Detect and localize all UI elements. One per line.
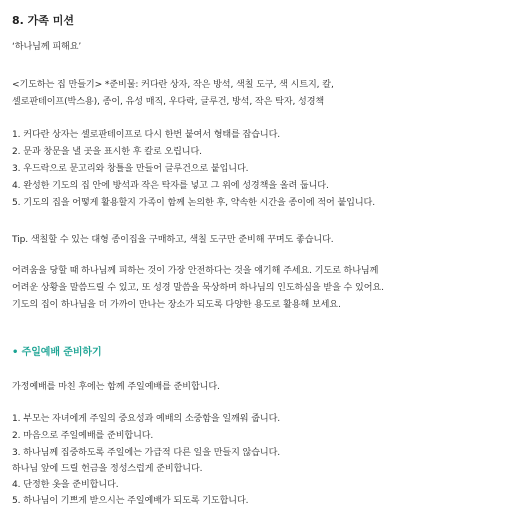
worship-step-3: 3. 하나님께 집중하도록 주일에는 가급적 다른 일을 만들지 않습니다. — [12, 448, 281, 458]
worship-step-1: 1. 부모는 자녀에게 주일의 중요성과 예배의 소중함을 일깨워 줍니다. — [12, 414, 281, 424]
worship-step-4: 4. 단정한 옷을 준비합니다. — [12, 480, 119, 490]
step-1: 1. 커다란 상자는 셀로판테이프로 다시 한번 붙여서 형태를 잡습니다. — [12, 130, 281, 140]
step-2: 2. 문과 창문을 낼 곳을 표시한 후 칼로 오립니다. — [12, 147, 202, 157]
tip-text: Tip. 색칠할 수 있는 대형 종이집을 구매하고, 색칠 도구만 준비해 꾸며도 좋습니다. — [12, 235, 334, 245]
step-3: 3. 우드락으로 문고리와 창틀을 만들어 글루건으로 붙입니다. — [12, 164, 249, 174]
mission-subtitle: ‘하나님께 피해요’ — [12, 42, 82, 52]
worship-step-5: 5. 하나님이 기쁘게 받으시는 주일예배가 되도록 기도합니다. — [12, 496, 249, 506]
materials-line-2: 셀로판테이프(박스용), 종이, 유성 매직, 우다락, 글루건, 방석, 작은 탁자, 성경책 — [12, 97, 325, 107]
step-4: 4. 완성한 기도의 집 안에 방석과 작은 탁자를 넣고 그 위에 성경책을 올려 둡니다. — [12, 181, 329, 191]
worship-heading: • 주일예배 준비하기 — [12, 347, 102, 358]
section-title: 8. 가족 미션 — [12, 14, 74, 27]
worship-intro: 가정예배를 마친 후에는 함께 주일예배를 준비합니다. — [12, 382, 220, 392]
worship-step-2: 2. 마음으로 주일예배를 준비합니다. — [12, 431, 154, 441]
worship-step-3b: 하나님 앞에 드릴 헌금을 정성스럽게 준비합니다. — [12, 464, 203, 474]
paragraph-line-3: 기도의 집이 하나님을 더 가까이 만나는 장소가 되도록 다양한 용도로 활용해 보세요. — [12, 300, 341, 310]
step-5: 5. 기도의 집을 어떻게 활용할지 가족이 함께 논의한 후, 약속한 시간을 종이에 적어 붙입니다. — [12, 198, 375, 208]
materials-line-1: <기도하는 집 만들기> *준비물: 커다란 상자, 작은 방석, 색칠 도구, 색 시트지, 칼, — [12, 80, 334, 90]
paragraph-line-1: 어려움을 당할 때 하나님께 피하는 것이 가장 안전하다는 것을 얘기해 주세요. 기도로 하나님께 — [12, 266, 379, 276]
paragraph-line-2: 어려운 상황을 말씀드릴 수 있고, 또 성경 말씀을 묵상하며 하나님의 인도하심을 받을 수 있어요. — [12, 283, 384, 293]
